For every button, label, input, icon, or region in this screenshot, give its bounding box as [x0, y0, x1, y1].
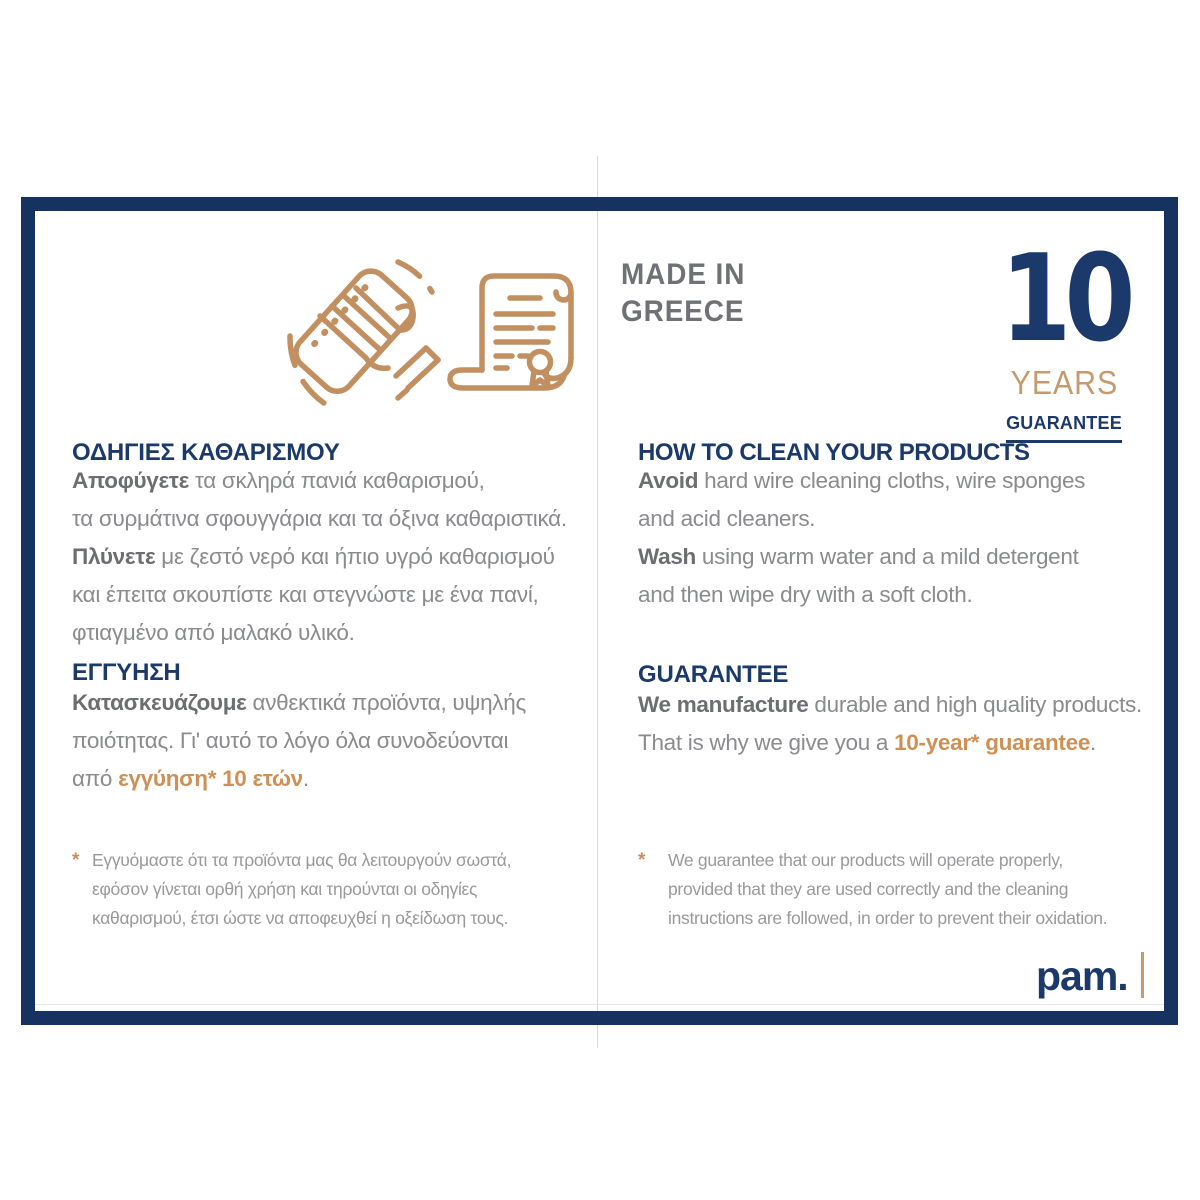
footnote-asterisk-en: * [638, 850, 646, 871]
made-in-greece-label: MADE IN GREECE [621, 258, 746, 328]
guarantee-lead-el: Κατασκευάζουμε [72, 690, 247, 715]
footnote-text-en: We guarantee that our products will operate properly, provided that they are used correctly and the cleaning instructions are followed, in order to prevent their oxidation. [668, 850, 1108, 928]
cleaning-heading-en: HOW TO CLEAN YOUR PRODUCTS [638, 439, 1030, 466]
footnote-en [638, 846, 1107, 933]
avoid-text-el: τα σκληρά πανιά καθαρισμού, τα συρμάτινα σφουγγάρια και τα όξινα καθαριστικά. [72, 468, 567, 531]
wash-lead-el: Πλύνετε [72, 544, 156, 569]
badge-number: 10 [999, 230, 1129, 369]
footnote-el [72, 846, 511, 933]
guarantee-highlight-en: 10-year* guarantee [894, 730, 1091, 755]
cleaning-text-el [72, 462, 567, 652]
cleaning-wipe-icon [280, 248, 450, 418]
footnote-text-el: Εγγυόμαστε ότι τα προϊόντα μας θα λειτουργούν σωστά, εφόσον γίνεται ορθή χρήση και τηρούνται οι οδηγίες καθαρισμού, έτσι ώστε να αποφευχθεί η οξείδωση τους. [92, 850, 512, 928]
guarantee-body-el: ανθεκτικά προϊόντα, υψηλής ποιότητας. Γι' αυτό το λόγο όλα συνοδεύονται από [72, 690, 527, 791]
wash-lead-en: Wash [638, 544, 696, 569]
badge-years-label: YEARS [1010, 364, 1118, 401]
pam-logo-bar [1141, 952, 1144, 998]
cleaning-text-en [638, 462, 1085, 614]
badge-guarantee-label: GUARANTEE [1006, 413, 1122, 443]
certificate-icon [436, 250, 596, 410]
guarantee-text-en [638, 686, 1142, 762]
pam-logo-text: pam. [1036, 953, 1128, 999]
wash-text-en: using warm water and a mild detergent and then wipe dry with a soft cloth. [638, 544, 1079, 607]
pam-logo [1036, 953, 1144, 1000]
guarantee-after-el: . [302, 766, 309, 791]
avoid-text-en: hard wire cleaning cloths, wire sponges and acid cleaners. [638, 468, 1086, 531]
guarantee-text-el [72, 684, 526, 798]
footnote-asterisk-el: * [72, 850, 80, 871]
guarantee-after-en: . [1090, 730, 1096, 755]
guarantee-body-en: durable and high quality products. That is why we give you a [638, 692, 1142, 755]
guarantee-lead-en: We manufacture [638, 692, 809, 717]
ten-years-guarantee-badge [999, 230, 1129, 443]
guarantee-highlight-el: εγγύηση* 10 ετών [118, 766, 303, 791]
guarantee-heading-el: ΕΓΓΥΗΣΗ [72, 659, 181, 686]
wash-text-el: με ζεστό νερό και ήπιο υγρό καθαρισμού και έπειτα σκουπίστε και στεγνώστε με ένα πανί, φτιαγμένο από μαλακό υλικό. [72, 544, 555, 645]
guarantee-heading-en: GUARANTEE [638, 661, 789, 688]
avoid-lead-en: Avoid [638, 468, 699, 493]
cleaning-heading-el: ΟΔΗΓΙΕΣ ΚΑΘΑΡΙΣΜΟΥ [72, 439, 340, 466]
avoid-lead-el: Αποφύγετε [72, 468, 189, 493]
